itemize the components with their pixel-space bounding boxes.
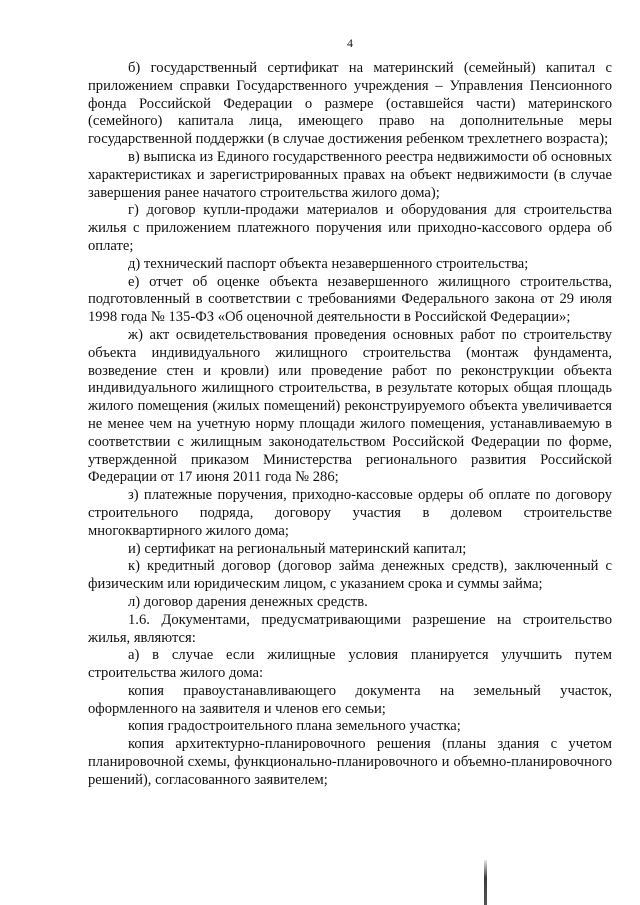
paragraph-b-certificate: б) государственный сертификат на материнский (семейный) капитал с приложением справки Государственного учреждения – Управления Пенсионного фонда Российской Федерации о размере (оставшейся части) материнского (семейного) капитала лица, имеющего право на дополнительные меры государственной поддержки (в случае достижения ребенком трехлетнего возраста); bbox=[88, 60, 612, 148]
paragraph-land-title-copy: копия правоустанавливающего документа на земельный участок, оформленного на заявителя и членов его семьи; bbox=[88, 682, 612, 717]
paragraph-zh-inspection-act: ж) акт освидетельствования проведения основных работ по строительству объекта индивидуального жилищного строительства (монтаж фундамента, возведение стен и кровли) или проведение работ по реконструкции объекта индивидуального жилищного строительства, в результате которых общая площадь жилого помещения (жилых помещений) реконструируемого объекта увеличивается не менее чем на учетную норму площади жилого помещения, устанавливаемую в соответствии с жилищным законодательством Российской Федерации по форме, утвержденной приказом Министерства регионального развития Российской Федерации от 17 июня 2011 года № 286; bbox=[88, 326, 612, 486]
paragraph-l-gift-agreement: л) договор дарения денежных средств. bbox=[128, 593, 368, 610]
paragraph-architectural-solution-copy: копия архитектурно-планировочного решения (планы здания с учетом планировочной схемы, функционально-планировочного и объемно-планировочного решений), согласованного заявителем; bbox=[88, 736, 612, 788]
page-number: 4 bbox=[347, 36, 353, 50]
paragraph-k-loan-agreement: к) кредитный договор (договор займа денежных средств), заключенный с физическим или юридическим лицом, с указанием срока и суммы займа; bbox=[88, 558, 612, 593]
paragraph-1-6-permit-documents: 1.6. Документами, предусматривающими разрешение на строительство жилья, являются: bbox=[88, 611, 612, 646]
paragraph-urban-plan-copy: копия градостроительного плана земельного участка; bbox=[128, 718, 461, 735]
paragraph-d-technical-passport: д) технический паспорт объекта незавершенного строительства; bbox=[128, 255, 529, 272]
paragraph-z-payment-orders: з) платежные поручения, приходно-кассовые ордеры об оплате по договору строительного подряда, договору участия в долевом строительстве многоквартирного жилого дома; bbox=[88, 487, 612, 539]
document-body bbox=[88, 60, 612, 790]
paragraph-v-registry-extract: в) выписка из Единого государственного реестра недвижимости об основных характеристиках и зарегистрированных правах на объект недвижимости (в случае завершения ранее начатого строительства жилого дома); bbox=[88, 148, 612, 201]
paragraph-g-purchase-contract: г) договор купли-продажи материалов и оборудования для строительства жилья с приложением платежного поручения или приходно-кассового ордера об оплате; bbox=[88, 202, 612, 254]
paragraph-e-valuation-report: е) отчет об оценке объекта незавершенного жилищного строительства, подготовленный в соответствии с требованиями Федерального закона от 29 июля 1998 года № 135-ФЗ «Об оценочной деятельности в Российской Федерации»; bbox=[88, 273, 612, 326]
scan-artifact-mark bbox=[484, 860, 487, 905]
paragraph-a-house-construction: а) в случае если жилищные условия планируется улучшить путем строительства жилого дома: bbox=[88, 647, 612, 682]
paragraph-i-regional-certificate: и) сертификат на региональный материнский капитал; bbox=[128, 540, 467, 557]
